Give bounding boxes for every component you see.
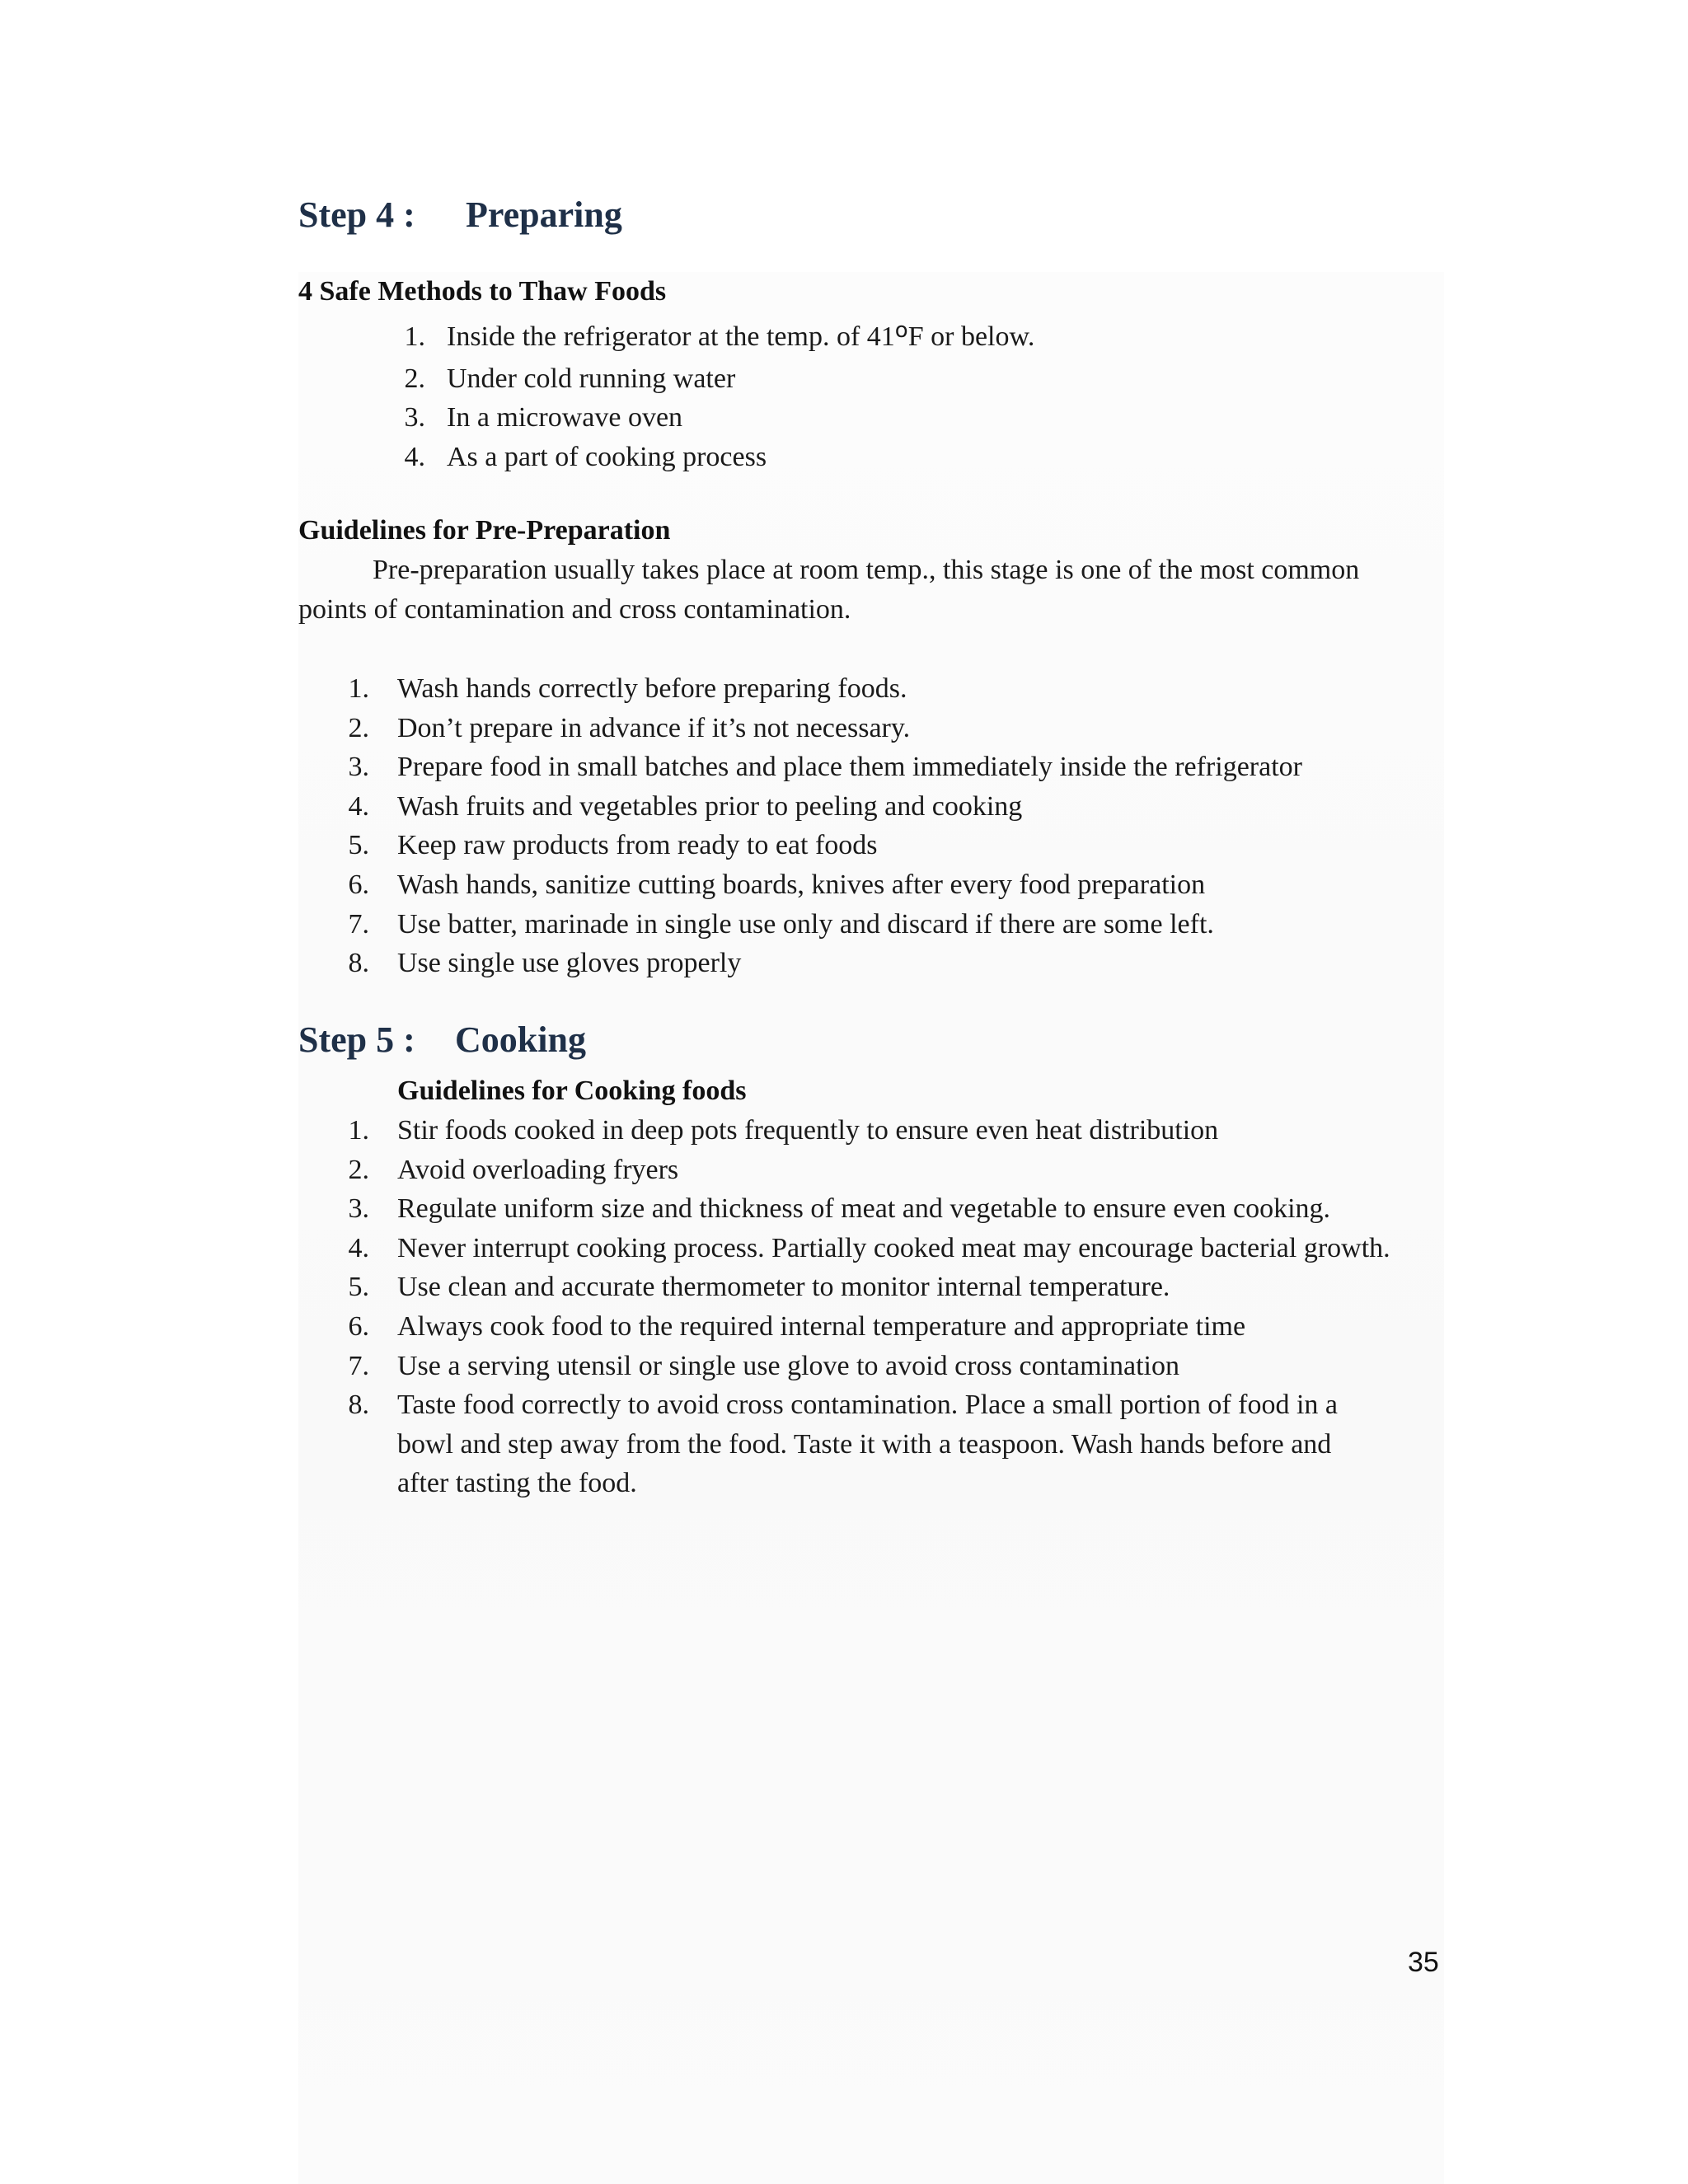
list-number: 1. <box>348 673 369 704</box>
list-item <box>345 905 1302 944</box>
list-item <box>345 1111 1411 1151</box>
list-item <box>345 748 1302 787</box>
list-number: 7. <box>348 1350 369 1381</box>
cooking-guidelines-heading: Guidelines for Cooking foods <box>397 1076 747 1106</box>
pre-preparation-paragraph-line-2: points of contamination and cross contamination. <box>298 594 851 625</box>
list-number: 6. <box>348 869 369 900</box>
list-item <box>345 1151 1411 1190</box>
list-text: Use clean and accurate thermometer to monitor internal temperature. <box>397 1272 1170 1303</box>
list-text: Never interrupt cooking process. Partially cooked meat may encourage bacterial growth. <box>397 1232 1390 1263</box>
list-item <box>394 398 1034 438</box>
list-item <box>345 1268 1411 1307</box>
list-number: 2. <box>404 363 425 394</box>
step-4-heading <box>298 194 622 236</box>
pre-preparation-heading: Guidelines for Pre-Preparation <box>298 515 671 546</box>
list-number: 5. <box>348 830 369 861</box>
step-5-title: Cooking <box>455 1019 586 1060</box>
list-text: As a part of cooking process <box>447 441 767 472</box>
list-text: Wash hands, sanitize cutting boards, knives after every food preparation <box>397 869 1206 900</box>
list-item <box>345 669 1302 709</box>
list-item <box>345 1189 1411 1229</box>
list-text: Regulate uniform size and thickness of meat and vegetable to ensure even cooking. <box>397 1193 1331 1225</box>
list-number: 3. <box>404 402 425 434</box>
list-text: Use single use gloves properly <box>397 948 742 979</box>
list-number: 3. <box>348 1193 369 1225</box>
list-text-line-2: bowl and step away from the food. Taste it with a teaspoon. Wash hands before and <box>397 1428 1332 1460</box>
step-5-number: Step 5 : <box>298 1019 415 1060</box>
list-number: 8. <box>348 948 369 979</box>
cooking-guidelines-list <box>345 1111 1411 1503</box>
step-4-number: Step 4 : <box>298 194 415 235</box>
list-number: 6. <box>348 1310 369 1342</box>
list-text-line-3: after tasting the food. <box>397 1468 637 1499</box>
list-item <box>345 865 1302 905</box>
list-item <box>345 1347 1411 1386</box>
list-text <box>447 317 1034 359</box>
list-item <box>394 317 1034 359</box>
list-number: 3. <box>348 752 369 783</box>
thaw-methods-list <box>394 317 1034 476</box>
list-item <box>394 359 1034 399</box>
list-text: Use a serving utensil or single use glove to avoid cross contamination <box>397 1350 1179 1381</box>
list-text: Always cook food to the required internal temperature and appropriate time <box>397 1310 1246 1342</box>
list-text: Don’t prepare in advance if it’s not necessary. <box>397 712 911 743</box>
list-text: Wash hands correctly before preparing foods. <box>397 673 907 704</box>
list-item <box>345 709 1302 748</box>
list-number: 2. <box>348 712 369 743</box>
list-text: Keep raw products from ready to eat foods <box>397 830 878 861</box>
page-number: 35 <box>1408 1947 1439 1978</box>
list-item <box>345 944 1302 983</box>
degree-superscript: o <box>894 318 908 343</box>
list-number: 4. <box>348 790 369 822</box>
step-4-title: Preparing <box>466 194 622 235</box>
list-number: 4. <box>404 441 425 472</box>
list-text: In a microwave oven <box>447 402 683 434</box>
list-number: 8. <box>348 1390 369 1421</box>
list-item <box>394 438 1034 477</box>
list-text: Wash fruits and vegetables prior to peeling and cooking <box>397 790 1023 822</box>
thaw-methods-heading: 4 Safe Methods to Thaw Foods <box>298 276 667 307</box>
list-number: 5. <box>348 1272 369 1303</box>
step-5-heading <box>298 1019 586 1061</box>
list-text-after-superscript: F or below. <box>907 321 1035 352</box>
list-text: Use batter, marinade in single use only and discard if there are some left. <box>397 908 1214 940</box>
pre-preparation-list <box>345 669 1302 983</box>
list-number: 2. <box>348 1154 369 1185</box>
pre-preparation-paragraph-line-1: Pre-preparation usually takes place at room temp., this stage is one of the most common <box>373 555 1360 585</box>
list-text-line-1: Taste food correctly to avoid cross contamination. Place a small portion of food in a <box>397 1390 1339 1421</box>
list-item <box>345 826 1302 865</box>
list-item <box>345 787 1302 827</box>
list-text: Under cold running water <box>447 363 736 394</box>
list-item <box>345 1385 1411 1503</box>
list-item <box>345 1229 1411 1268</box>
list-number: 1. <box>348 1115 369 1146</box>
list-number: 7. <box>348 908 369 940</box>
list-item <box>345 1307 1411 1347</box>
list-text-before-superscript: Inside the refrigerator at the temp. of 41 <box>447 321 895 352</box>
list-number: 1. <box>404 321 425 352</box>
list-text: Avoid overloading fryers <box>397 1154 679 1185</box>
list-text: Prepare food in small batches and place them immediately inside the refrigerator <box>397 752 1302 783</box>
list-text: Stir foods cooked in deep pots frequently to ensure even heat distribution <box>397 1115 1219 1146</box>
list-number: 4. <box>348 1232 369 1263</box>
